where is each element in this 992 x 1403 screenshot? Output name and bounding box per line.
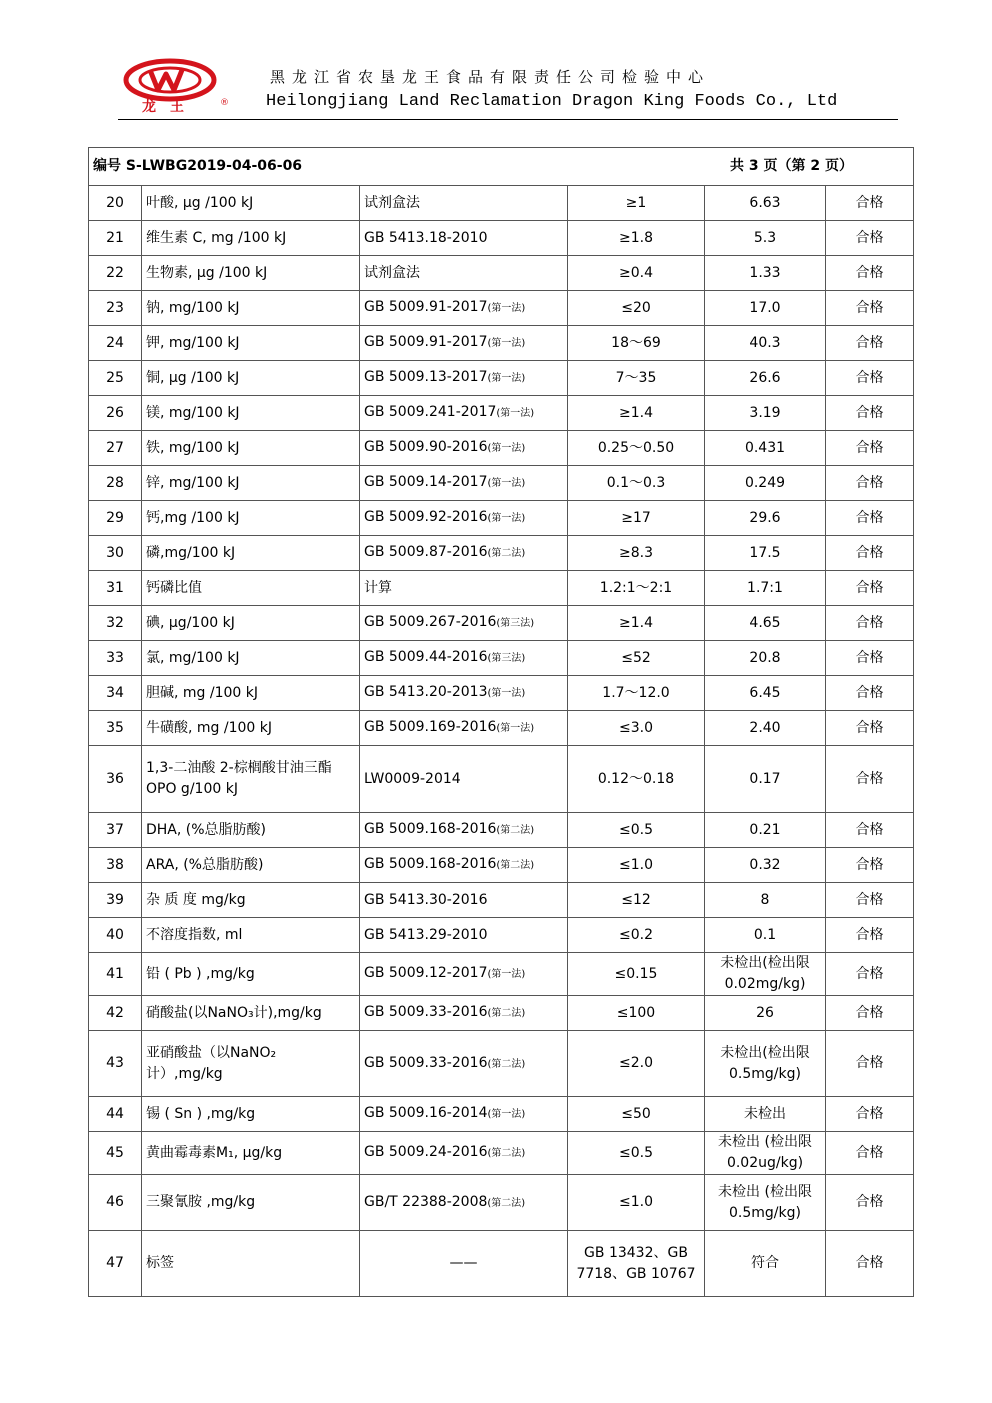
registered-mark: ®	[220, 98, 229, 108]
conclusion: 合格	[826, 396, 914, 431]
method-variant: (第一法)	[496, 408, 535, 419]
test-item: 氯, mg/100 kJ	[142, 641, 360, 676]
row-number: 24	[89, 326, 142, 361]
report-code: 编号 S-LWBG2019-04-06-06	[93, 158, 303, 174]
requirement: ≥17	[568, 501, 705, 536]
table-row	[89, 813, 914, 848]
test-result: 20.8	[705, 641, 826, 676]
method-standard: 试剂盒法	[364, 264, 420, 281]
logo-text: 龙王	[142, 99, 198, 114]
method-standard: GB 5009.44-2016	[364, 649, 488, 665]
conclusion: 合格	[826, 431, 914, 466]
table-row	[89, 1231, 914, 1297]
conclusion: 合格	[826, 848, 914, 883]
requirement: ≤52	[568, 641, 705, 676]
conclusion: 合格	[826, 536, 914, 571]
test-item: 叶酸, μg /100 kJ	[142, 186, 360, 221]
row-number: 32	[89, 606, 142, 641]
method-variant: (第一法)	[487, 338, 526, 349]
method-variant: (第一法)	[487, 688, 526, 699]
test-method	[360, 501, 568, 536]
test-item: 钙磷比值	[142, 571, 360, 606]
test-result: 29.6	[705, 501, 826, 536]
requirement: ≤0.2	[568, 918, 705, 953]
test-item: DHA, (%总脂肪酸)	[142, 813, 360, 848]
test-method	[360, 813, 568, 848]
method-standard: GB 5009.33-2016	[364, 1004, 488, 1020]
test-item: 钙,mg /100 kJ	[142, 501, 360, 536]
requirement: ≥1.8	[568, 221, 705, 256]
test-item: 镁, mg/100 kJ	[142, 396, 360, 431]
test-item: 锌, mg/100 kJ	[142, 466, 360, 501]
method-variant: (第二法)	[496, 860, 535, 871]
table-row	[89, 1031, 914, 1097]
test-result: 17.0	[705, 291, 826, 326]
test-result: 0.431	[705, 431, 826, 466]
table-row	[89, 746, 914, 813]
method-variant: (第一法)	[487, 373, 526, 384]
requirement: ≤12	[568, 883, 705, 918]
test-result: 1.33	[705, 256, 826, 291]
row-number: 27	[89, 431, 142, 466]
test-result: 40.3	[705, 326, 826, 361]
method-variant: (第一法)	[487, 513, 526, 524]
method-variant: (第二法)	[487, 1197, 526, 1209]
row-number: 21	[89, 221, 142, 256]
table-row	[89, 606, 914, 641]
test-method	[360, 571, 568, 606]
method-standard: GB 5413.30-2016	[364, 891, 488, 908]
table-row	[89, 641, 914, 676]
table-row	[89, 848, 914, 883]
test-item: 硝酸盐(以NaNO₃计),mg/kg	[142, 996, 360, 1031]
test-method	[360, 326, 568, 361]
test-result: 符合	[705, 1231, 826, 1297]
requirement: ≤3.0	[568, 711, 705, 746]
conclusion: 合格	[826, 953, 914, 996]
test-item: 杂 质 度 mg/kg	[142, 883, 360, 918]
requirement: ≤0.15	[568, 953, 705, 996]
test-result: 3.19	[705, 396, 826, 431]
conclusion: 合格	[826, 606, 914, 641]
conclusion: 合格	[826, 641, 914, 676]
conclusion: 合格	[826, 326, 914, 361]
table-row	[89, 186, 914, 221]
conclusion: 合格	[826, 746, 914, 813]
test-method	[360, 396, 568, 431]
row-number: 31	[89, 571, 142, 606]
test-result: 6.63	[705, 186, 826, 221]
test-method	[360, 256, 568, 291]
test-method	[360, 996, 568, 1031]
table-row	[89, 396, 914, 431]
row-number: 22	[89, 256, 142, 291]
row-number: 44	[89, 1097, 142, 1132]
test-result: 0.249	[705, 466, 826, 501]
row-number: 47	[89, 1231, 142, 1297]
conclusion: 合格	[826, 676, 914, 711]
row-number: 20	[89, 186, 142, 221]
test-item: 锡 ( Sn ) ,mg/kg	[142, 1097, 360, 1132]
conclusion: 合格	[826, 1175, 914, 1231]
test-item: 铜, μg /100 kJ	[142, 361, 360, 396]
table-row	[89, 1175, 914, 1231]
test-result: 6.45	[705, 676, 826, 711]
method-standard: GB 5009.13-2017	[364, 369, 488, 385]
table-row	[89, 536, 914, 571]
requirement: ≥1.4	[568, 606, 705, 641]
table-row	[89, 466, 914, 501]
conclusion: 合格	[826, 711, 914, 746]
method-standard: GB 5009.169-2016	[364, 719, 497, 735]
table-row	[89, 711, 914, 746]
row-number: 40	[89, 918, 142, 953]
test-result: 0.1	[705, 918, 826, 953]
test-method	[360, 676, 568, 711]
method-standard: GB 5009.241-2017	[364, 404, 497, 420]
requirement: ≤50	[568, 1097, 705, 1132]
test-method	[360, 641, 568, 676]
method-standard: GB 5009.14-2017	[364, 474, 488, 490]
row-number: 43	[89, 1031, 142, 1097]
test-method	[360, 606, 568, 641]
test-item: 磷,mg/100 kJ	[142, 536, 360, 571]
test-item: 三聚氰胺 ,mg/kg	[142, 1175, 360, 1231]
table-row	[89, 256, 914, 291]
table-row	[89, 918, 914, 953]
method-variant: (第二法)	[487, 1148, 526, 1159]
row-number: 28	[89, 466, 142, 501]
test-method	[360, 883, 568, 918]
requirement: 0.25～0.50	[568, 431, 705, 466]
test-result: 未检出(检出限 0.02mg/kg)	[705, 953, 826, 996]
test-result: 8	[705, 883, 826, 918]
header-divider	[118, 119, 898, 120]
method-variant: (第一法)	[487, 1109, 526, 1120]
requirement: ≥8.3	[568, 536, 705, 571]
table-row	[89, 1132, 914, 1175]
method-variant: (第三法)	[487, 653, 526, 664]
conclusion: 合格	[826, 996, 914, 1031]
method-variant: (第一法)	[487, 443, 526, 454]
row-number: 46	[89, 1175, 142, 1231]
test-method	[360, 186, 568, 221]
test-item: 1,3-二油酸 2-棕榈酸甘油三酯 OPO g/100 kJ	[142, 746, 360, 813]
test-method	[360, 291, 568, 326]
letterhead	[118, 52, 898, 120]
conclusion: 合格	[826, 918, 914, 953]
method-standard: GB 5009.168-2016	[364, 821, 497, 837]
test-method	[360, 1231, 568, 1297]
table-row	[89, 326, 914, 361]
test-item: 标签	[142, 1231, 360, 1297]
row-number: 25	[89, 361, 142, 396]
requirement: ≤0.5	[568, 813, 705, 848]
test-item: 铁, mg/100 kJ	[142, 431, 360, 466]
conclusion: 合格	[826, 221, 914, 256]
row-number: 35	[89, 711, 142, 746]
row-number: 26	[89, 396, 142, 431]
method-standard: GB 5413.29-2010	[364, 926, 488, 943]
conclusion: 合格	[826, 1231, 914, 1297]
conclusion: 合格	[826, 501, 914, 536]
test-method	[360, 746, 568, 813]
table-row	[89, 1097, 914, 1132]
method-standard: ——	[449, 1255, 478, 1271]
method-variant: (第二法)	[487, 548, 526, 559]
test-result: 未检出(检出限 0.5mg/kg)	[705, 1031, 826, 1097]
row-number: 34	[89, 676, 142, 711]
table-row	[89, 361, 914, 396]
method-standard: LW0009-2014	[364, 770, 461, 787]
conclusion: 合格	[826, 1097, 914, 1132]
test-item: ARA, (%总脂肪酸)	[142, 848, 360, 883]
conclusion: 合格	[826, 466, 914, 501]
requirement: ≤20	[568, 291, 705, 326]
test-method	[360, 361, 568, 396]
row-number: 39	[89, 883, 142, 918]
test-result: 1.7:1	[705, 571, 826, 606]
test-method	[360, 918, 568, 953]
test-results-table	[88, 147, 914, 1297]
conclusion: 合格	[826, 186, 914, 221]
test-item: 生物素, μg /100 kJ	[142, 256, 360, 291]
method-standard: GB 5009.91-2017	[364, 299, 488, 315]
test-method	[360, 848, 568, 883]
conclusion: 合格	[826, 813, 914, 848]
requirement: ≤0.5	[568, 1132, 705, 1175]
test-item: 胆碱, mg /100 kJ	[142, 676, 360, 711]
test-result: 0.17	[705, 746, 826, 813]
test-item: 不溶度指数, ml	[142, 918, 360, 953]
method-standard: GB 5009.16-2014	[364, 1105, 488, 1121]
requirement: ≥1	[568, 186, 705, 221]
requirement: 1.7～12.0	[568, 676, 705, 711]
requirement: 0.12～0.18	[568, 746, 705, 813]
requirement: ≤2.0	[568, 1031, 705, 1097]
table-row	[89, 953, 914, 996]
method-variant: (第二法)	[487, 1058, 526, 1070]
test-item: 黄曲霉毒素M₁, μg/kg	[142, 1132, 360, 1175]
method-standard: GB 5413.20-2013	[364, 684, 488, 700]
test-result: 4.65	[705, 606, 826, 641]
table-row	[89, 431, 914, 466]
requirement: 1.2:1～2:1	[568, 571, 705, 606]
conclusion: 合格	[826, 1132, 914, 1175]
test-result: 未检出 (检出限 0.5mg/kg)	[705, 1175, 826, 1231]
test-method	[360, 536, 568, 571]
requirement: 0.1～0.3	[568, 466, 705, 501]
method-standard: GB 5009.87-2016	[364, 544, 488, 560]
test-result: 未检出	[705, 1097, 826, 1132]
test-method	[360, 953, 568, 996]
method-standard: GB 5009.92-2016	[364, 509, 488, 525]
method-variant: (第一法)	[487, 969, 526, 980]
requirement: 7～35	[568, 361, 705, 396]
method-standard: GB 5009.12-2017	[364, 965, 488, 981]
row-number: 30	[89, 536, 142, 571]
test-method	[360, 431, 568, 466]
table-row	[89, 571, 914, 606]
test-item: 维生素 C, mg /100 kJ	[142, 221, 360, 256]
table-row	[89, 291, 914, 326]
method-standard: GB 5009.90-2016	[364, 439, 488, 455]
company-name-en: Heilongjiang Land Reclamation Dragon King Foods Co., Ltd	[266, 92, 838, 111]
method-variant: (第二法)	[487, 1008, 526, 1019]
table-row	[89, 676, 914, 711]
test-result: 26.6	[705, 361, 826, 396]
test-item: 钾, mg/100 kJ	[142, 326, 360, 361]
row-number: 23	[89, 291, 142, 326]
conclusion: 合格	[826, 571, 914, 606]
row-number: 42	[89, 996, 142, 1031]
conclusion: 合格	[826, 361, 914, 396]
test-item: 钠, mg/100 kJ	[142, 291, 360, 326]
dragon-king-logo	[120, 58, 230, 114]
row-number: 41	[89, 953, 142, 996]
requirement: 18～69	[568, 326, 705, 361]
test-method	[360, 711, 568, 746]
method-standard: GB 5009.33-2016	[364, 1054, 488, 1071]
table-row	[89, 883, 914, 918]
method-standard: GB 5413.18-2010	[364, 229, 488, 246]
test-item: 牛磺酸, mg /100 kJ	[142, 711, 360, 746]
report-meta-row	[89, 148, 914, 186]
method-standard: GB 5009.267-2016	[364, 614, 497, 630]
requirement: ≤1.0	[568, 1175, 705, 1231]
test-result: 26	[705, 996, 826, 1031]
test-result: 未检出 (检出限 0.02ug/kg)	[705, 1132, 826, 1175]
method-variant: (第一法)	[487, 478, 526, 489]
method-variant: (第三法)	[496, 618, 535, 629]
table-row	[89, 221, 914, 256]
test-method	[360, 1097, 568, 1132]
requirement: ≤100	[568, 996, 705, 1031]
method-variant: (第一法)	[487, 303, 526, 314]
test-method	[360, 466, 568, 501]
requirement: ≥1.4	[568, 396, 705, 431]
method-standard: GB/T 22388-2008	[364, 1193, 488, 1210]
requirement: ≥0.4	[568, 256, 705, 291]
method-variant: (第一法)	[496, 723, 535, 734]
row-number: 38	[89, 848, 142, 883]
test-method	[360, 1031, 568, 1097]
method-standard: GB 5009.24-2016	[364, 1144, 488, 1160]
method-standard: GB 5009.91-2017	[364, 334, 488, 350]
table-row	[89, 996, 914, 1031]
conclusion: 合格	[826, 256, 914, 291]
requirement: ≤1.0	[568, 848, 705, 883]
method-standard: 计算	[364, 579, 392, 596]
page-indicator: 共 3 页（第 2 页）	[730, 158, 854, 174]
requirement: GB 13432、GB 7718、GB 10767	[568, 1231, 705, 1297]
row-number: 45	[89, 1132, 142, 1175]
row-number: 33	[89, 641, 142, 676]
row-number: 37	[89, 813, 142, 848]
test-result: 0.21	[705, 813, 826, 848]
test-result: 17.5	[705, 536, 826, 571]
row-number: 36	[89, 746, 142, 813]
table-row	[89, 501, 914, 536]
conclusion: 合格	[826, 1031, 914, 1097]
company-name-cn: 黑龙江省农垦龙王食品有限责任公司检验中心	[270, 68, 711, 86]
test-item: 亚硝酸盐（以NaNO₂ 计）,mg/kg	[142, 1031, 360, 1097]
conclusion: 合格	[826, 883, 914, 918]
method-standard: GB 5009.168-2016	[364, 856, 497, 872]
test-method	[360, 221, 568, 256]
test-result: 0.32	[705, 848, 826, 883]
test-item: 碘, μg/100 kJ	[142, 606, 360, 641]
conclusion: 合格	[826, 291, 914, 326]
row-number: 29	[89, 501, 142, 536]
method-standard: 试剂盒法	[364, 194, 420, 211]
method-variant: (第二法)	[496, 825, 535, 836]
test-item: 铅 ( Pb ) ,mg/kg	[142, 953, 360, 996]
test-result: 5.3	[705, 221, 826, 256]
test-result: 2.40	[705, 711, 826, 746]
test-method	[360, 1175, 568, 1231]
test-method	[360, 1132, 568, 1175]
